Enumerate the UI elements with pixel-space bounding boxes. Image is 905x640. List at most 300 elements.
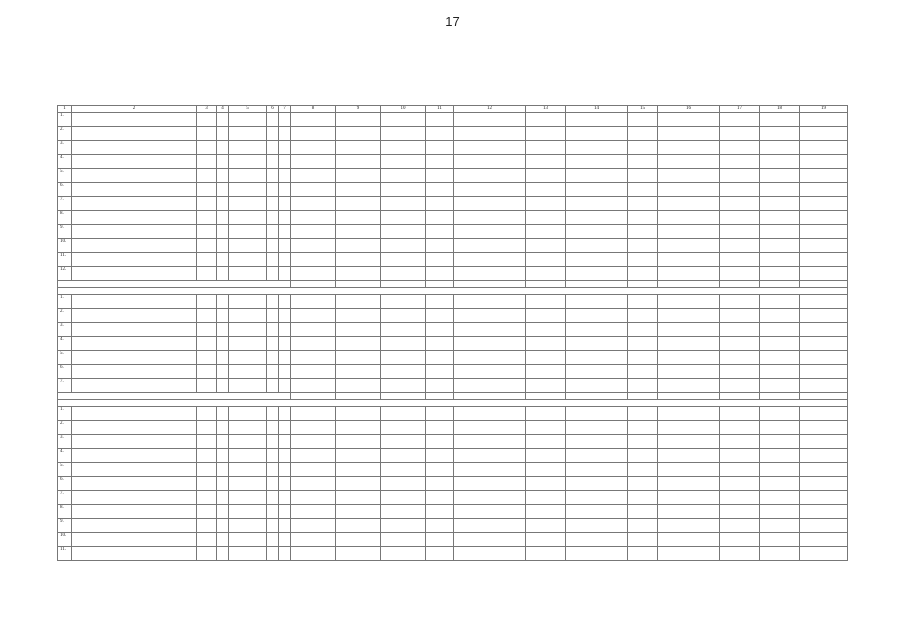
- cell-c4: [217, 211, 229, 225]
- cell-c17: [720, 197, 760, 211]
- cell-addr: [72, 239, 197, 253]
- cell-c17: [720, 295, 760, 309]
- cell-c17: [720, 477, 760, 491]
- cell-c12: [454, 351, 526, 365]
- cell-c7: [279, 463, 291, 477]
- cell-addr: [72, 141, 197, 155]
- cell-addr: [72, 337, 197, 351]
- cell-c12: [454, 127, 526, 141]
- cell-mat: [229, 295, 267, 309]
- cell-c19: [800, 463, 848, 477]
- cell-c18: [760, 183, 800, 197]
- cell-c16: [658, 155, 720, 169]
- cell-c17: [720, 421, 760, 435]
- cell-addr: [72, 155, 197, 169]
- cell-mat: [229, 253, 267, 267]
- cell-c7: [279, 533, 291, 547]
- cell-c7: [279, 141, 291, 155]
- cell-c11: [426, 463, 454, 477]
- column-number-cell: 19: [800, 106, 848, 113]
- cell-c11: [426, 491, 454, 505]
- cell-c10: [381, 337, 426, 351]
- total-empty-cell: [800, 393, 848, 400]
- cell-c17: [720, 155, 760, 169]
- cell-c18: [760, 519, 800, 533]
- cell-c9: [336, 533, 381, 547]
- cell-mat: [229, 211, 267, 225]
- cell-year: [197, 337, 217, 351]
- table-row: [58, 449, 848, 463]
- cell-c10: [381, 253, 426, 267]
- cell-year: [197, 435, 217, 449]
- cell-c12: [454, 421, 526, 435]
- cell-c8: [291, 407, 336, 421]
- table-row: [58, 351, 848, 365]
- total-empty-cell: [720, 393, 760, 400]
- district-total-row: [58, 281, 848, 288]
- total-c13: [526, 281, 566, 288]
- cell-c13: [526, 127, 566, 141]
- header-row: [58, 106, 848, 113]
- cell-c11: [426, 505, 454, 519]
- cell-c12: [454, 225, 526, 239]
- cell-c18: [760, 477, 800, 491]
- cell-year: [197, 197, 217, 211]
- cell-c19: [800, 365, 848, 379]
- cell-c11: [426, 141, 454, 155]
- cell-addr: [72, 113, 197, 127]
- column-number-cell: 11: [426, 106, 454, 113]
- cell-year: [197, 239, 217, 253]
- cell-c14: [566, 309, 628, 323]
- cell-addr: [72, 295, 197, 309]
- cell-c6: [267, 449, 279, 463]
- cell-c19: [800, 169, 848, 183]
- cell-c4: [217, 183, 229, 197]
- cell-c9: [336, 169, 381, 183]
- cell-c8: [291, 169, 336, 183]
- cell-c8: [291, 211, 336, 225]
- cell-c7: [279, 407, 291, 421]
- cell-c11: [426, 477, 454, 491]
- cell-c9: [336, 295, 381, 309]
- cell-c4: [217, 295, 229, 309]
- total-c8: [291, 393, 336, 400]
- cell-c12: [454, 155, 526, 169]
- cell-c17: [720, 351, 760, 365]
- cell-mat: [229, 127, 267, 141]
- cell-c10: [381, 449, 426, 463]
- cell-addr: [72, 351, 197, 365]
- cell-c8: [291, 155, 336, 169]
- cell-c4: [217, 477, 229, 491]
- cell-c14: [566, 267, 628, 281]
- cell-c13: [526, 253, 566, 267]
- table-row: [58, 127, 848, 141]
- cell-addr: [72, 211, 197, 225]
- cell-c10: [381, 113, 426, 127]
- cell-c13: [526, 239, 566, 253]
- cell-c10: [381, 435, 426, 449]
- table-row: [58, 113, 848, 127]
- cell-c12: [454, 197, 526, 211]
- cell-c10: [381, 477, 426, 491]
- cell-c7: [279, 127, 291, 141]
- cell-c14: [566, 463, 628, 477]
- cell-c14: [566, 197, 628, 211]
- cell-c14: [566, 141, 628, 155]
- total-c11: [426, 393, 454, 400]
- cell-n: 7.: [58, 379, 72, 393]
- cell-n: 11.: [58, 253, 72, 267]
- cell-c7: [279, 365, 291, 379]
- cell-mat: [229, 309, 267, 323]
- cell-c13: [526, 491, 566, 505]
- cell-year: [197, 379, 217, 393]
- cell-c6: [267, 239, 279, 253]
- cell-c17: [720, 435, 760, 449]
- cell-c16: [658, 113, 720, 127]
- cell-n: 7.: [58, 491, 72, 505]
- cell-c9: [336, 365, 381, 379]
- cell-c18: [760, 379, 800, 393]
- cell-c16: [658, 505, 720, 519]
- cell-c8: [291, 197, 336, 211]
- cell-c4: [217, 337, 229, 351]
- total-c14: [566, 281, 628, 288]
- cell-c6: [267, 379, 279, 393]
- cell-addr: [72, 365, 197, 379]
- cell-c11: [426, 267, 454, 281]
- cell-c16: [658, 477, 720, 491]
- cell-n: 5.: [58, 169, 72, 183]
- cell-n: 2.: [58, 127, 72, 141]
- cell-c18: [760, 295, 800, 309]
- cell-c13: [526, 155, 566, 169]
- cell-mat: [229, 491, 267, 505]
- cell-c7: [279, 183, 291, 197]
- cell-c15: [628, 421, 658, 435]
- table-row: [58, 477, 848, 491]
- housing-register-table: [57, 105, 848, 561]
- cell-mat: [229, 183, 267, 197]
- cell-c19: [800, 253, 848, 267]
- cell-c9: [336, 309, 381, 323]
- cell-c15: [628, 309, 658, 323]
- column-number-cell: 9: [336, 106, 381, 113]
- cell-c10: [381, 323, 426, 337]
- cell-addr: [72, 127, 197, 141]
- cell-c4: [217, 421, 229, 435]
- cell-addr: [72, 435, 197, 449]
- cell-mat: [229, 239, 267, 253]
- table-row: [58, 463, 848, 477]
- column-number-cell: 4: [217, 106, 229, 113]
- cell-c11: [426, 323, 454, 337]
- cell-n: 11.: [58, 547, 72, 561]
- cell-c9: [336, 351, 381, 365]
- cell-c14: [566, 505, 628, 519]
- cell-c14: [566, 295, 628, 309]
- total-c14: [566, 393, 628, 400]
- cell-c15: [628, 127, 658, 141]
- cell-year: [197, 533, 217, 547]
- cell-c13: [526, 519, 566, 533]
- cell-c14: [566, 351, 628, 365]
- cell-c9: [336, 407, 381, 421]
- cell-c17: [720, 211, 760, 225]
- cell-c16: [658, 491, 720, 505]
- cell-c4: [217, 127, 229, 141]
- cell-c8: [291, 421, 336, 435]
- district-total-row: [58, 393, 848, 400]
- column-number-cell: 8: [291, 106, 336, 113]
- cell-c7: [279, 169, 291, 183]
- cell-c16: [658, 407, 720, 421]
- cell-c7: [279, 547, 291, 561]
- cell-c19: [800, 407, 848, 421]
- cell-c18: [760, 491, 800, 505]
- cell-c16: [658, 519, 720, 533]
- cell-c16: [658, 449, 720, 463]
- cell-year: [197, 505, 217, 519]
- cell-c11: [426, 239, 454, 253]
- cell-c16: [658, 197, 720, 211]
- cell-year: [197, 169, 217, 183]
- cell-c11: [426, 169, 454, 183]
- total-c15: [628, 281, 658, 288]
- total-c8: [291, 281, 336, 288]
- cell-c16: [658, 365, 720, 379]
- cell-n: 10.: [58, 239, 72, 253]
- cell-c16: [658, 169, 720, 183]
- cell-c18: [760, 547, 800, 561]
- total-c9: [336, 281, 381, 288]
- cell-year: [197, 225, 217, 239]
- cell-c9: [336, 127, 381, 141]
- cell-c7: [279, 505, 291, 519]
- cell-c8: [291, 491, 336, 505]
- cell-c7: [279, 309, 291, 323]
- cell-mat: [229, 267, 267, 281]
- cell-c14: [566, 113, 628, 127]
- cell-year: [197, 253, 217, 267]
- cell-c4: [217, 379, 229, 393]
- cell-c7: [279, 155, 291, 169]
- cell-c11: [426, 309, 454, 323]
- cell-c12: [454, 337, 526, 351]
- cell-c19: [800, 477, 848, 491]
- cell-c16: [658, 183, 720, 197]
- cell-c16: [658, 379, 720, 393]
- cell-c17: [720, 253, 760, 267]
- cell-c13: [526, 169, 566, 183]
- cell-c13: [526, 435, 566, 449]
- cell-addr: [72, 547, 197, 561]
- cell-c8: [291, 113, 336, 127]
- cell-c11: [426, 253, 454, 267]
- cell-c14: [566, 225, 628, 239]
- cell-c11: [426, 449, 454, 463]
- cell-addr: [72, 323, 197, 337]
- column-number-cell: 17: [720, 106, 760, 113]
- cell-mat: [229, 141, 267, 155]
- cell-c18: [760, 253, 800, 267]
- cell-c15: [628, 463, 658, 477]
- cell-c17: [720, 533, 760, 547]
- cell-c13: [526, 379, 566, 393]
- total-c10: [381, 281, 426, 288]
- cell-c15: [628, 197, 658, 211]
- cell-c4: [217, 533, 229, 547]
- column-number-cell: 13: [526, 106, 566, 113]
- cell-c15: [628, 113, 658, 127]
- cell-c16: [658, 295, 720, 309]
- page-number: 17: [445, 14, 460, 29]
- cell-c10: [381, 519, 426, 533]
- cell-c18: [760, 127, 800, 141]
- cell-c8: [291, 435, 336, 449]
- cell-c16: [658, 337, 720, 351]
- cell-c10: [381, 197, 426, 211]
- cell-addr: [72, 309, 197, 323]
- district-total-label: [58, 393, 291, 400]
- cell-c19: [800, 421, 848, 435]
- total-c10: [381, 393, 426, 400]
- cell-c12: [454, 267, 526, 281]
- cell-addr: [72, 183, 197, 197]
- cell-c7: [279, 379, 291, 393]
- cell-c12: [454, 169, 526, 183]
- cell-n: 3.: [58, 141, 72, 155]
- total-c12: [454, 281, 526, 288]
- cell-addr: [72, 197, 197, 211]
- cell-c8: [291, 519, 336, 533]
- cell-mat: [229, 197, 267, 211]
- table-row: [58, 211, 848, 225]
- cell-c7: [279, 239, 291, 253]
- cell-c7: [279, 323, 291, 337]
- total-c11: [426, 281, 454, 288]
- table-row: [58, 239, 848, 253]
- cell-c11: [426, 435, 454, 449]
- cell-n: 5.: [58, 351, 72, 365]
- cell-year: [197, 491, 217, 505]
- cell-n: 9.: [58, 519, 72, 533]
- cell-n: 4.: [58, 449, 72, 463]
- cell-c17: [720, 225, 760, 239]
- cell-addr: [72, 519, 197, 533]
- cell-c9: [336, 197, 381, 211]
- cell-c6: [267, 225, 279, 239]
- cell-c18: [760, 225, 800, 239]
- total-c13: [526, 393, 566, 400]
- cell-c11: [426, 519, 454, 533]
- cell-c11: [426, 533, 454, 547]
- cell-c9: [336, 421, 381, 435]
- cell-c8: [291, 267, 336, 281]
- cell-year: [197, 183, 217, 197]
- cell-c10: [381, 127, 426, 141]
- cell-addr: [72, 225, 197, 239]
- cell-c10: [381, 225, 426, 239]
- cell-c15: [628, 519, 658, 533]
- table-row: [58, 379, 848, 393]
- cell-c10: [381, 211, 426, 225]
- cell-c6: [267, 169, 279, 183]
- table-row: [58, 267, 848, 281]
- cell-c18: [760, 197, 800, 211]
- cell-c15: [628, 351, 658, 365]
- cell-year: [197, 449, 217, 463]
- cell-c13: [526, 477, 566, 491]
- cell-c9: [336, 323, 381, 337]
- cell-c4: [217, 491, 229, 505]
- cell-c19: [800, 337, 848, 351]
- column-number-cell: 18: [760, 106, 800, 113]
- cell-c9: [336, 547, 381, 561]
- cell-year: [197, 267, 217, 281]
- cell-c16: [658, 211, 720, 225]
- cell-c17: [720, 113, 760, 127]
- cell-c15: [628, 379, 658, 393]
- cell-c12: [454, 211, 526, 225]
- table-row: [58, 183, 848, 197]
- cell-c4: [217, 253, 229, 267]
- total-c15: [628, 393, 658, 400]
- cell-c6: [267, 365, 279, 379]
- cell-c10: [381, 421, 426, 435]
- cell-c9: [336, 491, 381, 505]
- cell-c17: [720, 267, 760, 281]
- cell-c11: [426, 113, 454, 127]
- table-row: [58, 309, 848, 323]
- cell-c4: [217, 239, 229, 253]
- cell-c12: [454, 519, 526, 533]
- cell-c9: [336, 183, 381, 197]
- cell-c12: [454, 365, 526, 379]
- cell-c15: [628, 337, 658, 351]
- cell-year: [197, 351, 217, 365]
- cell-c19: [800, 225, 848, 239]
- cell-c11: [426, 421, 454, 435]
- table-row: [58, 155, 848, 169]
- cell-mat: [229, 225, 267, 239]
- cell-c9: [336, 449, 381, 463]
- table-row: [58, 435, 848, 449]
- total-c12: [454, 393, 526, 400]
- district-total-label: [58, 281, 291, 288]
- cell-c4: [217, 197, 229, 211]
- cell-c4: [217, 113, 229, 127]
- cell-c10: [381, 141, 426, 155]
- cell-c14: [566, 421, 628, 435]
- cell-c9: [336, 337, 381, 351]
- cell-addr: [72, 379, 197, 393]
- cell-c8: [291, 253, 336, 267]
- district-heading: [58, 400, 848, 407]
- cell-mat: [229, 547, 267, 561]
- cell-c19: [800, 519, 848, 533]
- cell-c4: [217, 309, 229, 323]
- cell-c14: [566, 435, 628, 449]
- cell-c11: [426, 337, 454, 351]
- cell-addr: [72, 253, 197, 267]
- cell-c12: [454, 533, 526, 547]
- cell-c13: [526, 421, 566, 435]
- cell-n: 3.: [58, 323, 72, 337]
- cell-c13: [526, 505, 566, 519]
